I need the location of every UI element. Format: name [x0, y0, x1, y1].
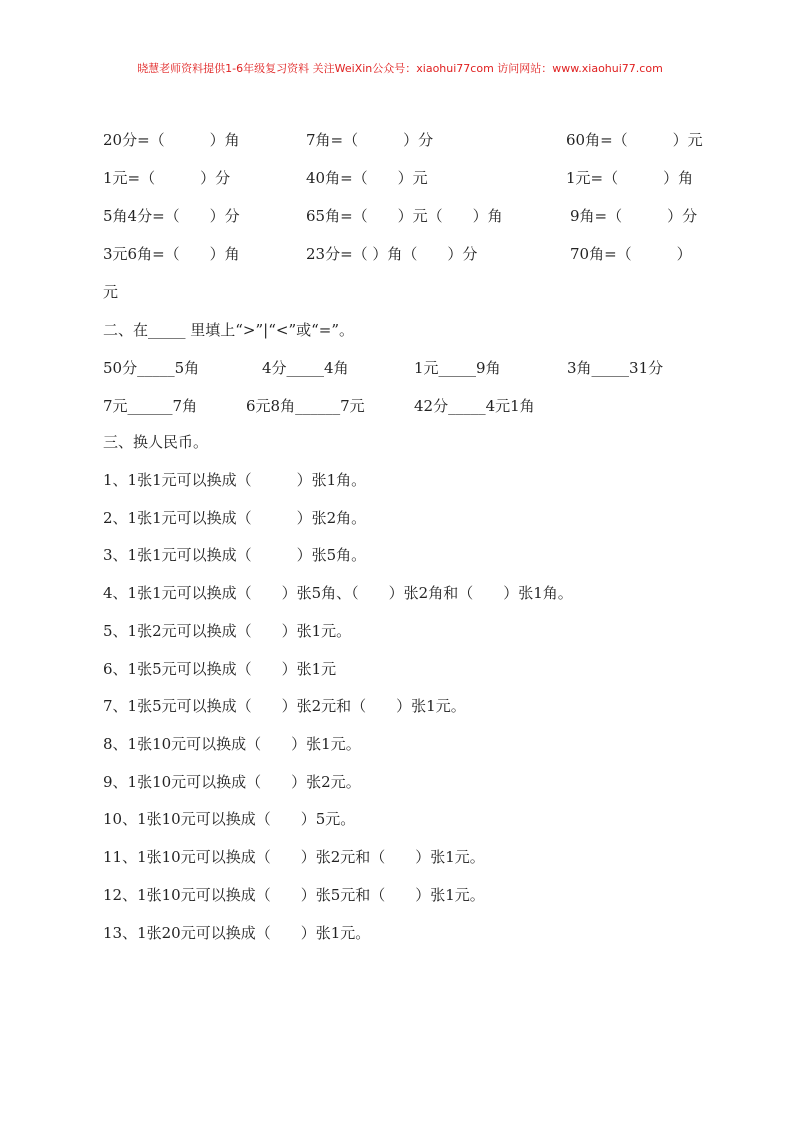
exchange-item-12: 12、1张10元可以换成（ ）张5元和（ ）张1元。	[103, 886, 485, 904]
conversion-row-3	[0, 204, 800, 228]
exchange-item-10: 10、1张10元可以换成（ ）5元。	[103, 810, 356, 828]
conversion-item: 3元6角=（ ）角	[103, 245, 240, 263]
exchange-item-2: 2、1张1元可以换成（ ）张2角。	[103, 509, 367, 527]
compare-item: 6元8角______7元	[246, 397, 365, 415]
exchange-item-1: 1、1张1元可以换成（ ）张1角。	[103, 471, 367, 489]
conversion-item: 7角=（ ）分	[306, 131, 434, 149]
conversion-item: 60角=（ ）元	[566, 131, 703, 149]
section-2-title: 二、在_____ 里填上“>”|“<”或“=”。	[103, 321, 355, 339]
exchange-item-7: 7、1张5元可以换成（ ）张2元和（ ）张1元。	[103, 697, 466, 715]
exchange-item-4: 4、1张1元可以换成（ ）张5角、（ ）张2角和（ ）张1角。	[103, 584, 573, 602]
conversion-row-4	[0, 242, 800, 266]
conversion-row-1	[0, 128, 800, 152]
conversion-item: 9角=（ ）分	[570, 207, 698, 225]
compare-item: 7元______7角	[103, 397, 198, 415]
compare-item: 1元_____9角	[414, 359, 501, 377]
conversion-item: 20分=（ ）角	[103, 131, 240, 149]
conversion-item: 1元=（ ）角	[566, 169, 694, 187]
watermark-header: 晓慧老师资料提供1-6年级复习资料 关注WeiXin公众号：xiaohui77com 访问网站：www.xiaohui77.com	[137, 62, 663, 75]
section-3-title: 三、换人民币。	[103, 433, 209, 451]
conversion-item: 70角=（ ）	[570, 245, 692, 263]
compare-item: 3角_____31分	[567, 359, 664, 377]
conversion-item: 23分=（ ）角（ ）分	[306, 245, 478, 263]
compare-item: 42分_____4元1角	[414, 397, 535, 415]
conversion-row-4-wrap: 元	[103, 283, 119, 301]
compare-item: 50分_____5角	[103, 359, 200, 377]
exchange-item-6: 6、1张5元可以换成（ ）张1元	[103, 660, 337, 678]
exchange-item-8: 8、1张10元可以换成（ ）张1元。	[103, 735, 361, 753]
conversion-item: 1元=（ ）分	[103, 169, 231, 187]
exchange-item-13: 13、1张20元可以换成（ ）张1元。	[103, 924, 371, 942]
exchange-item-9: 9、1张10元可以换成（ ）张2元。	[103, 773, 361, 791]
conversion-item: 65角=（ ）元（ ）角	[306, 207, 503, 225]
compare-row-1	[0, 356, 800, 380]
exchange-item-11: 11、1张10元可以换成（ ）张2元和（ ）张1元。	[103, 848, 485, 866]
conversion-row-2	[0, 166, 800, 190]
compare-row-2	[0, 394, 800, 418]
conversion-item: 40角=（ ）元	[306, 169, 428, 187]
conversion-item: 5角4分=（ ）分	[103, 207, 240, 225]
exchange-item-5: 5、1张2元可以换成（ ）张1元。	[103, 622, 352, 640]
compare-item: 4分_____4角	[262, 359, 349, 377]
exchange-item-3: 3、1张1元可以换成（ ）张5角。	[103, 546, 367, 564]
